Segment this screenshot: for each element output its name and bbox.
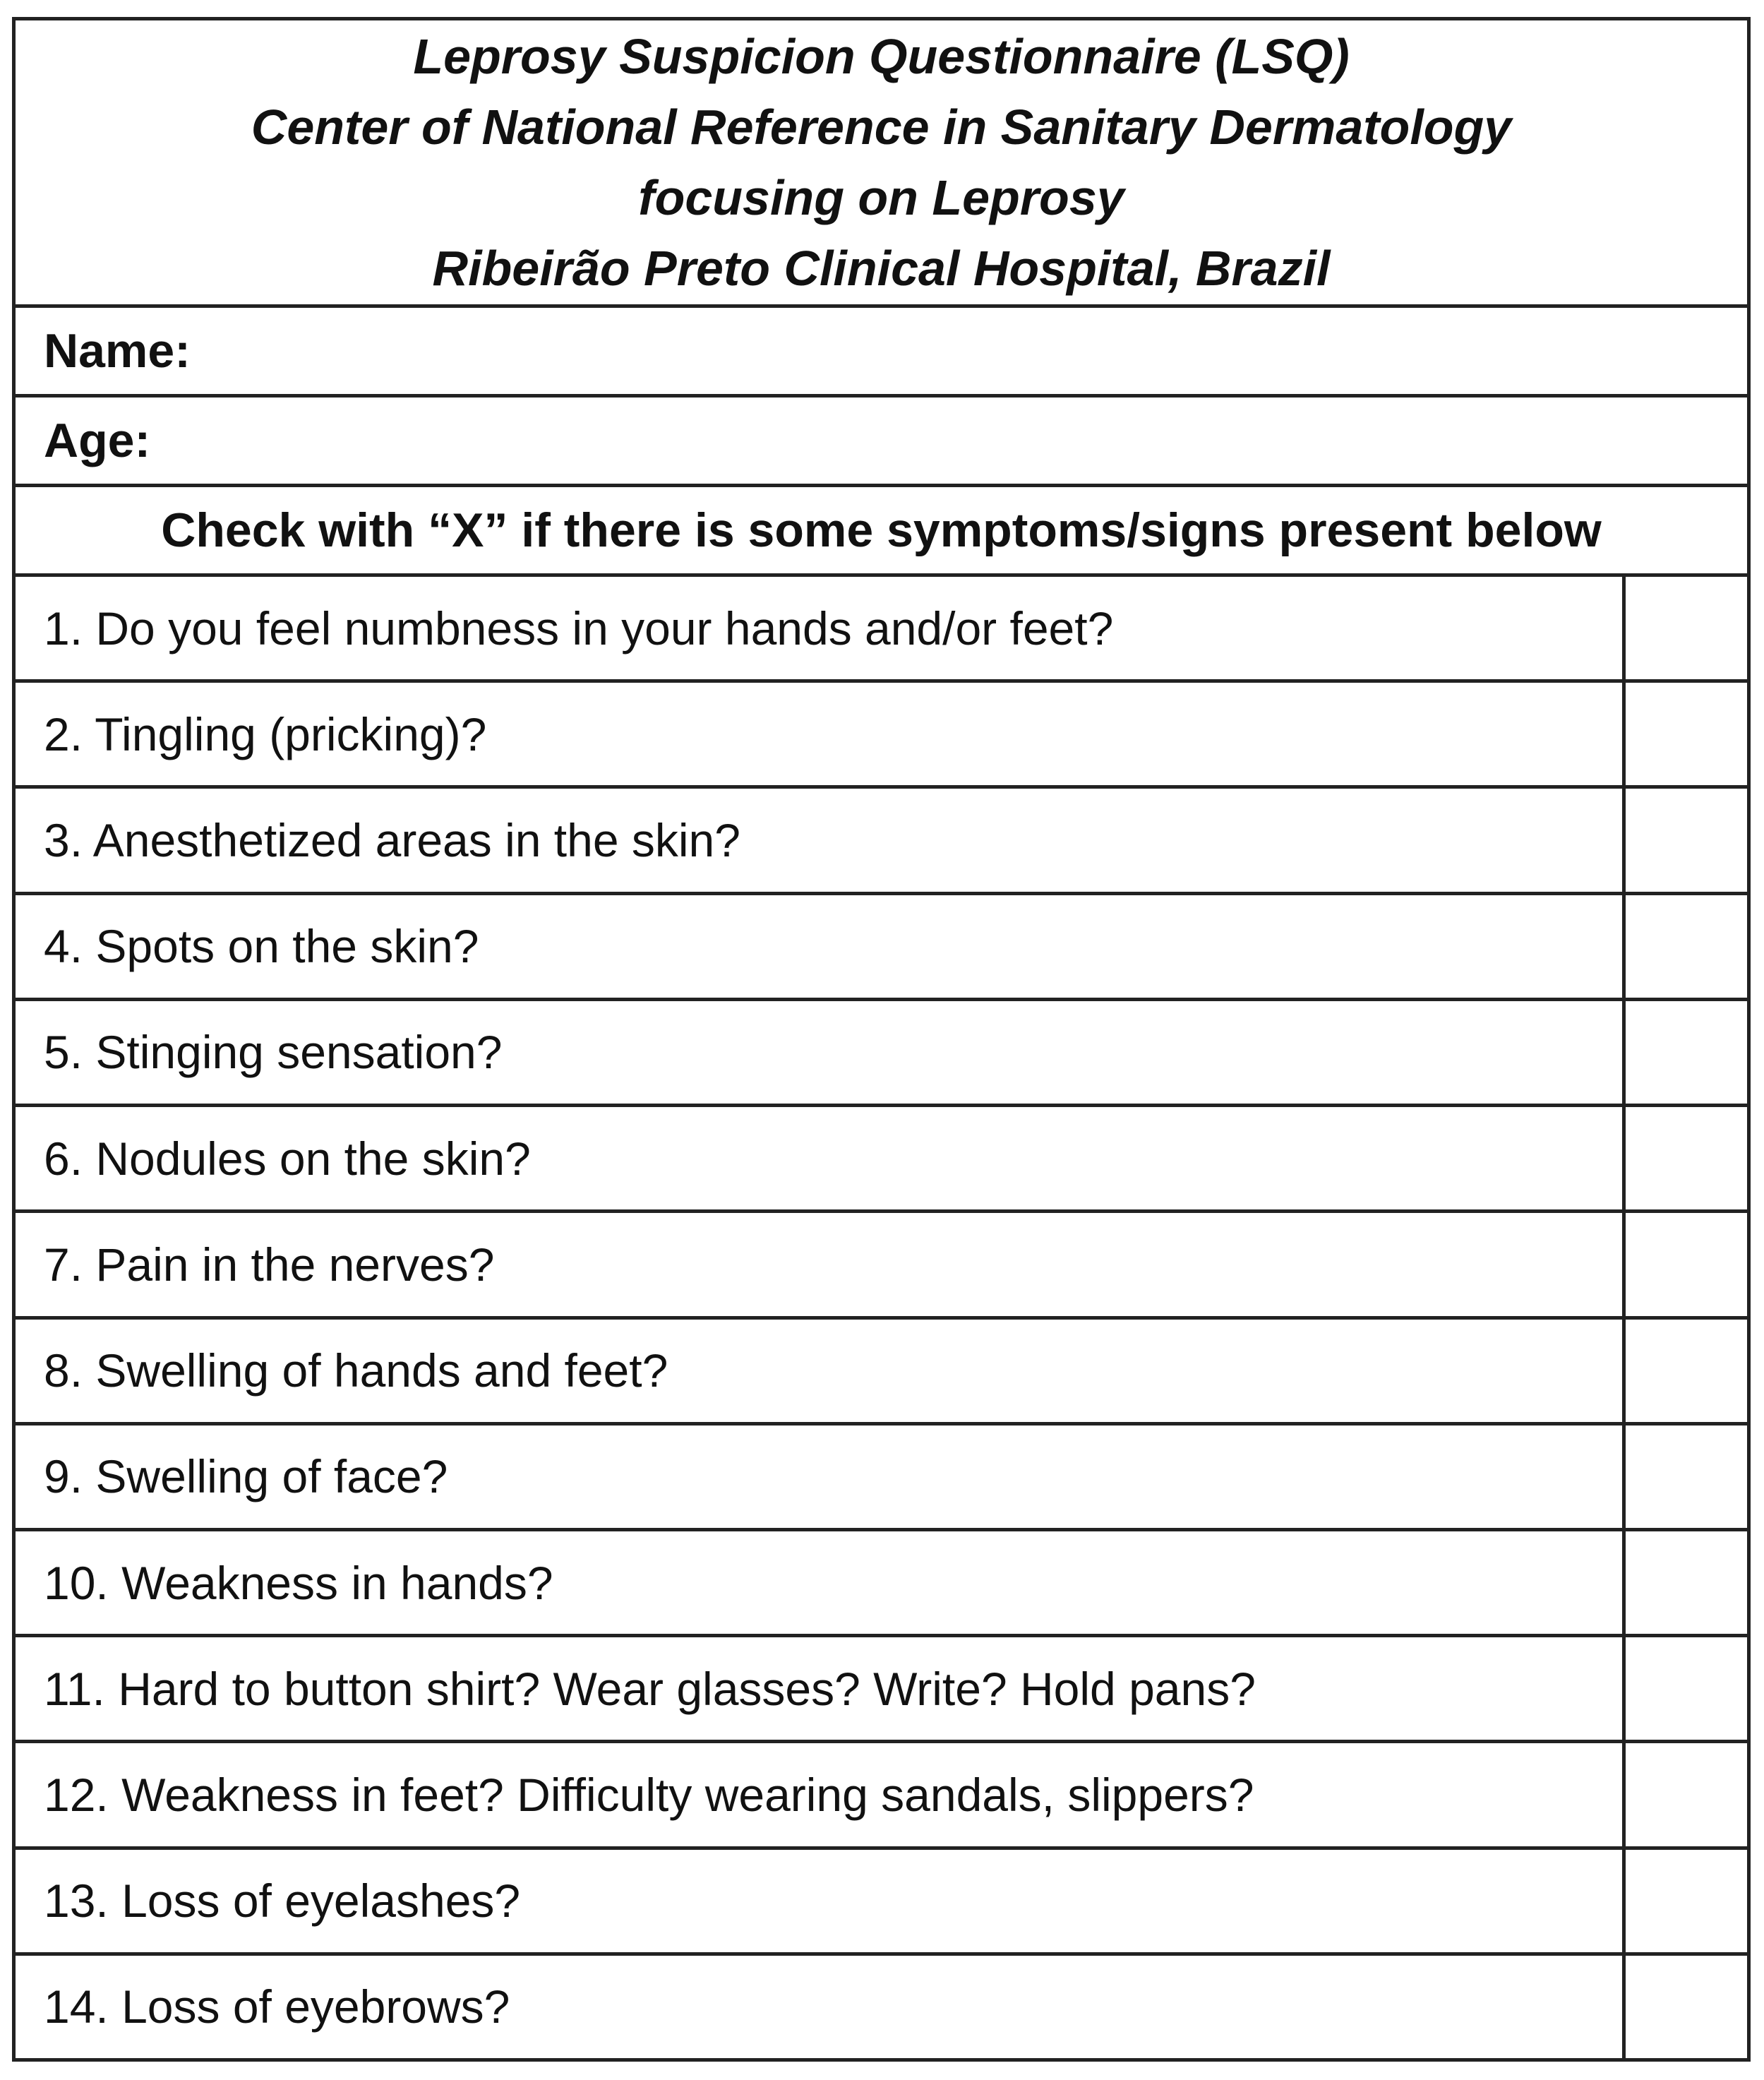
question-row bbox=[16, 789, 1747, 895]
institution-focus: focusing on Leprosy bbox=[638, 170, 1124, 225]
answer-checkbox[interactable] bbox=[1626, 1425, 1747, 1528]
question-row bbox=[16, 1107, 1747, 1213]
answer-checkbox[interactable] bbox=[1626, 1531, 1747, 1634]
answer-checkbox[interactable] bbox=[1626, 1320, 1747, 1422]
question-text: 6. Nodules on the skin? bbox=[16, 1107, 1626, 1209]
question-row bbox=[16, 577, 1747, 683]
question-text: 1. Do you feel numbness in your hands and/or feet? bbox=[16, 577, 1626, 679]
question-text: 14. Loss of eyebrows? bbox=[16, 1956, 1626, 2058]
question-row bbox=[16, 1743, 1747, 1849]
answer-checkbox[interactable] bbox=[1626, 789, 1747, 891]
question-row bbox=[16, 1531, 1747, 1637]
question-row bbox=[16, 1425, 1747, 1531]
age-field[interactable] bbox=[16, 398, 1747, 487]
question-text: 7. Pain in the nerves? bbox=[16, 1213, 1626, 1315]
question-text: 8. Swelling of hands and feet? bbox=[16, 1320, 1626, 1422]
name-label: Name: bbox=[44, 324, 191, 378]
questionnaire-form bbox=[12, 17, 1751, 2062]
answer-checkbox[interactable] bbox=[1626, 1637, 1747, 1740]
question-row bbox=[16, 895, 1747, 1001]
question-text: 2. Tingling (pricking)? bbox=[16, 683, 1626, 785]
answer-checkbox[interactable] bbox=[1626, 1850, 1747, 1952]
question-text: 3. Anesthetized areas in the skin? bbox=[16, 789, 1626, 891]
instruction-row bbox=[16, 487, 1747, 577]
form-title: Leprosy Suspicion Questionnaire (LSQ) bbox=[413, 29, 1350, 84]
question-row bbox=[16, 1320, 1747, 1425]
answer-checkbox[interactable] bbox=[1626, 1001, 1747, 1104]
question-row bbox=[16, 1850, 1747, 1956]
question-row bbox=[16, 683, 1747, 789]
instruction-text: Check with “X” if there is some symptoms/signs present below bbox=[161, 503, 1602, 557]
answer-checkbox[interactable] bbox=[1626, 683, 1747, 785]
question-text: 11. Hard to button shirt? Wear glasses? Write? Hold pans? bbox=[16, 1637, 1626, 1740]
question-text: 9. Swelling of face? bbox=[16, 1425, 1626, 1528]
question-row bbox=[16, 1213, 1747, 1319]
question-row bbox=[16, 1637, 1747, 1743]
age-label: Age: bbox=[44, 414, 151, 467]
question-text: 4. Spots on the skin? bbox=[16, 895, 1626, 998]
name-field[interactable] bbox=[16, 308, 1747, 398]
hospital-name: Ribeirão Preto Clinical Hospital, Brazil bbox=[432, 241, 1331, 296]
answer-checkbox[interactable] bbox=[1626, 1213, 1747, 1315]
question-row bbox=[16, 1956, 1747, 2058]
answer-checkbox[interactable] bbox=[1626, 895, 1747, 998]
answer-checkbox[interactable] bbox=[1626, 1956, 1747, 2058]
question-row bbox=[16, 1001, 1747, 1107]
answer-checkbox[interactable] bbox=[1626, 1743, 1747, 1846]
question-text: 12. Weakness in feet? Difficulty wearing sandals, slippers? bbox=[16, 1743, 1626, 1846]
institution-name: Center of National Reference in Sanitary Dermatology bbox=[251, 100, 1512, 155]
question-list bbox=[16, 577, 1747, 2058]
question-text: 10. Weakness in hands? bbox=[16, 1531, 1626, 1634]
answer-checkbox[interactable] bbox=[1626, 1107, 1747, 1209]
answer-checkbox[interactable] bbox=[1626, 577, 1747, 679]
question-text: 5. Stinging sensation? bbox=[16, 1001, 1626, 1104]
question-text: 13. Loss of eyelashes? bbox=[16, 1850, 1626, 1952]
form-header bbox=[16, 20, 1747, 308]
